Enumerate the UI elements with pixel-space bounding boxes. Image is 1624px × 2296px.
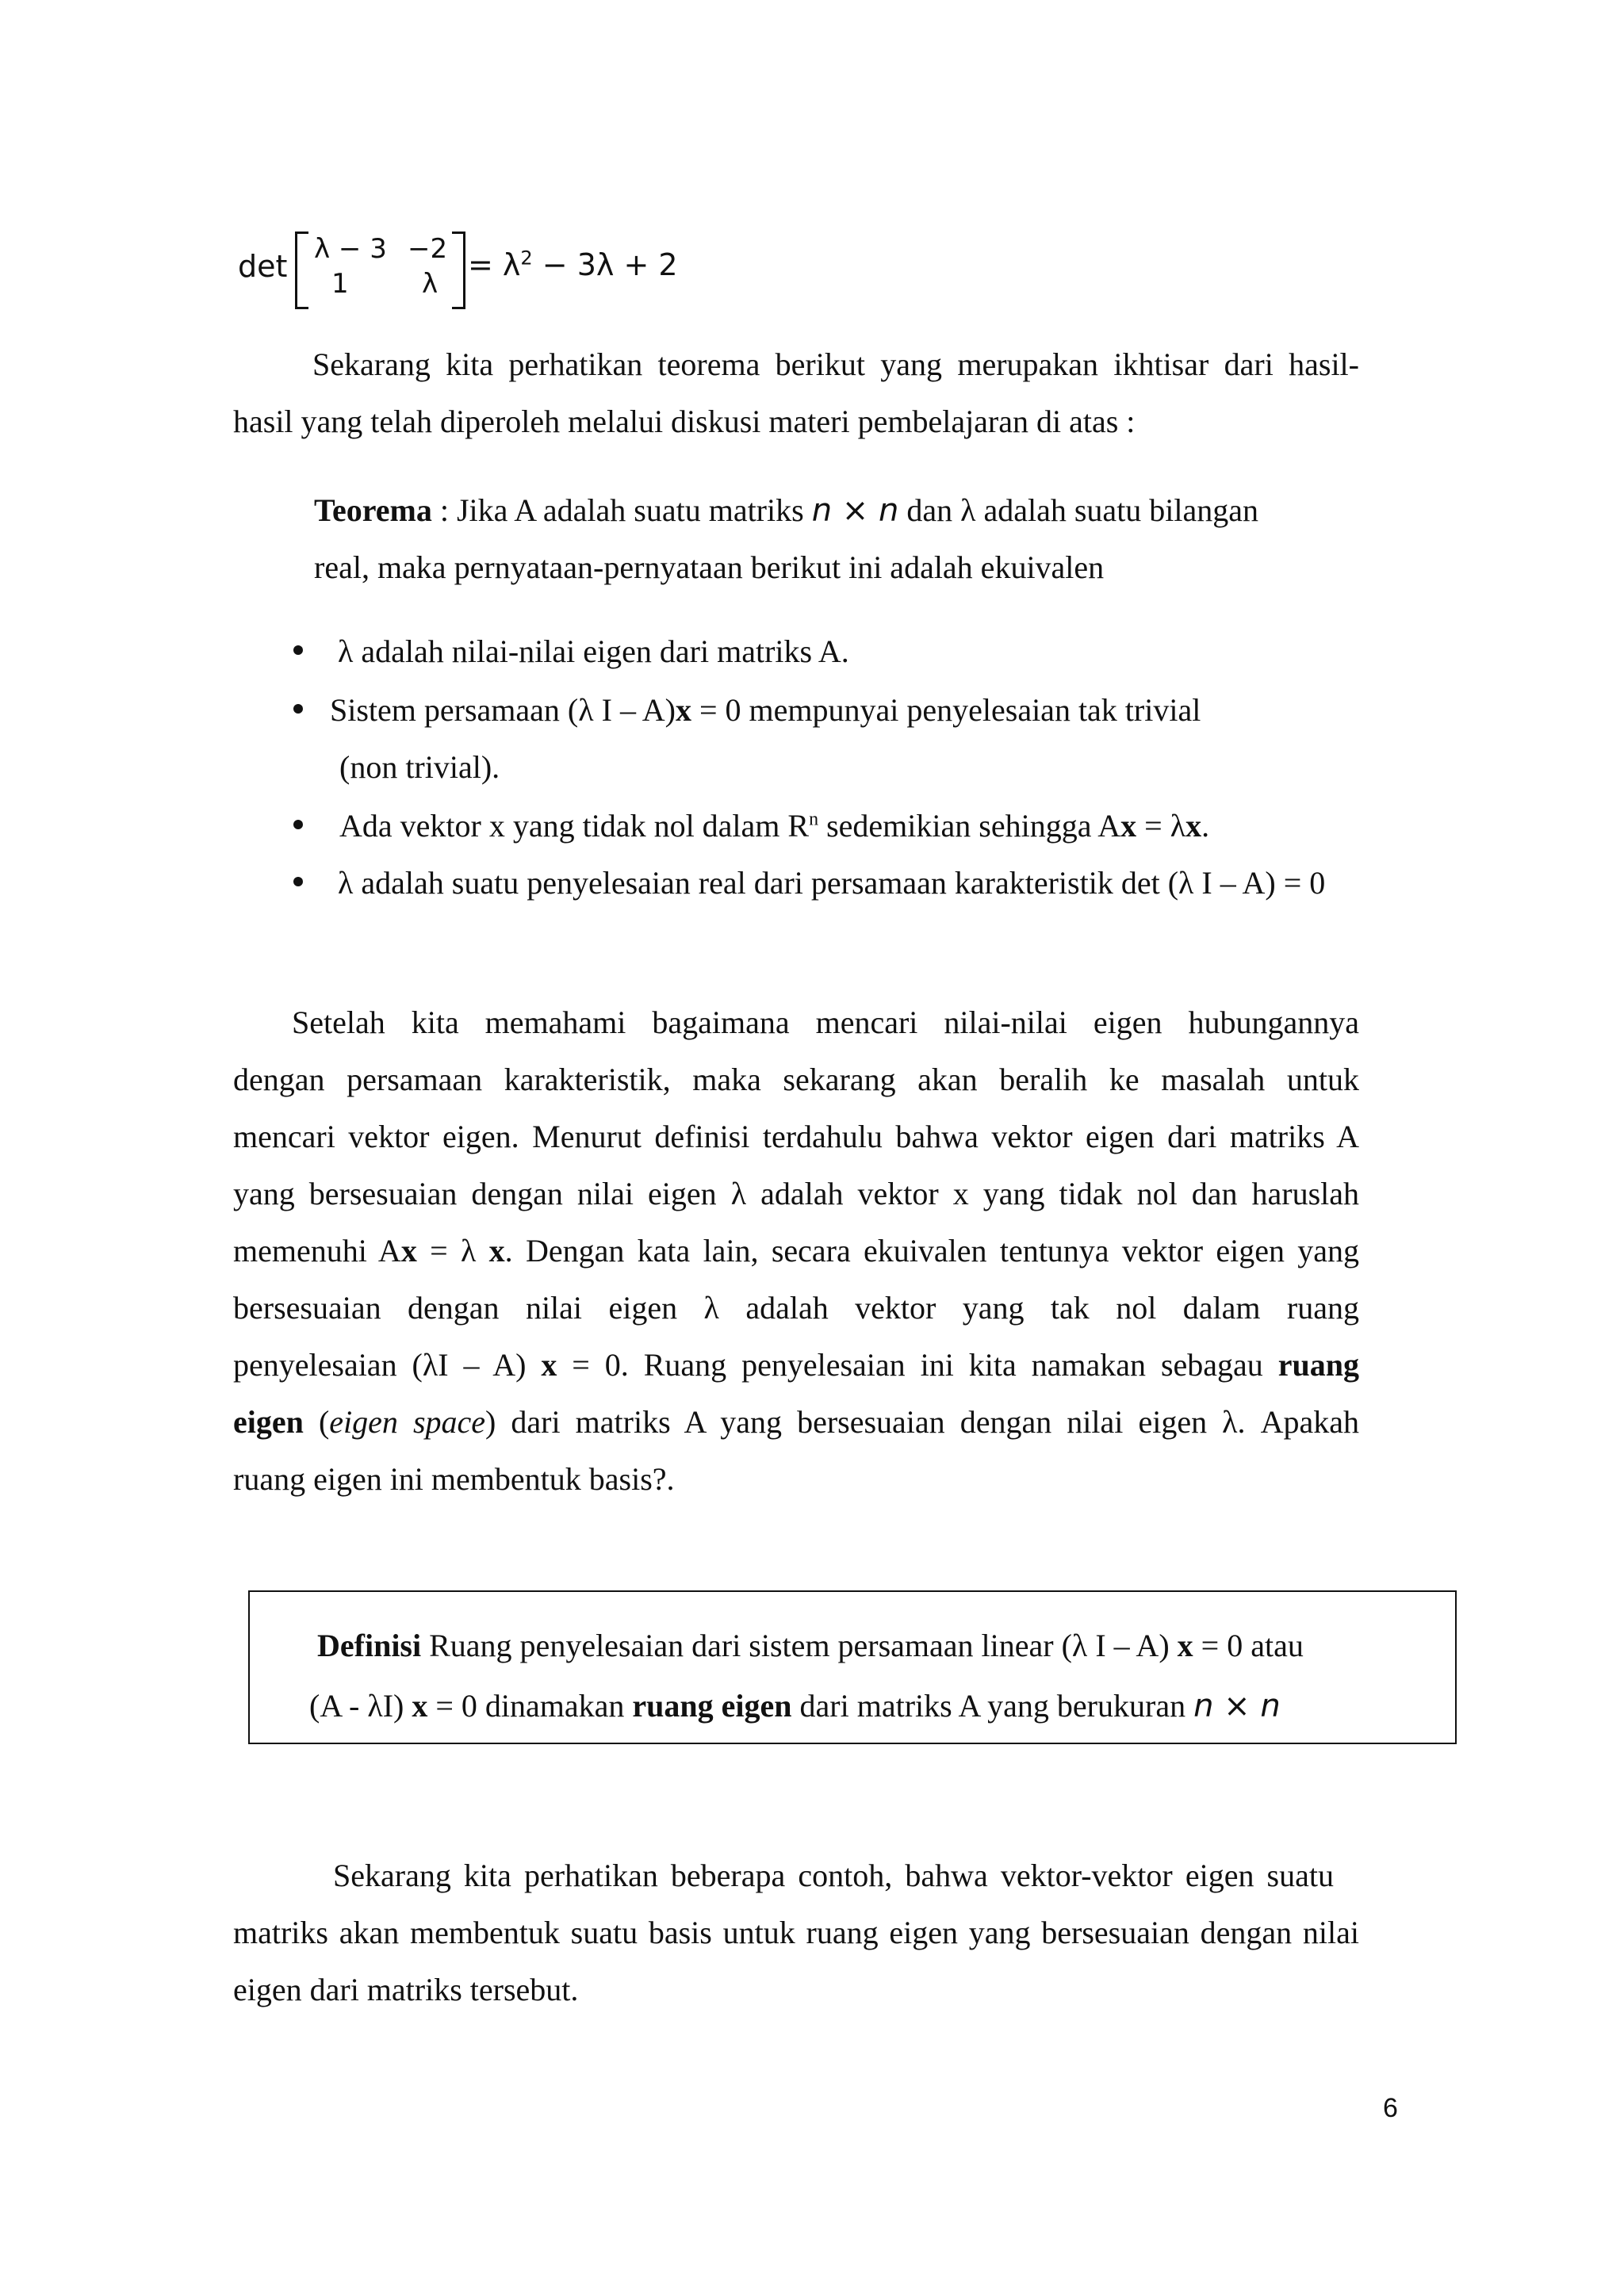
matrix-cell-11: λ − 3 [314, 233, 387, 265]
bullet-item-2-continuation: (non trivial). [339, 749, 500, 785]
bullet-dot [293, 877, 303, 886]
bullet-dot [293, 820, 303, 829]
intro-line-2: hasil yang telah diperoleh melalui diskusi materi pembelajaran di atas : [233, 404, 1136, 439]
body-line-3: mencari vektor eigen. Menurut definisi terdahulu bahwa vektor eigen dari matriks A [233, 1119, 1359, 1154]
det-label: det [238, 249, 288, 284]
matrix-cell-21: 1 [331, 268, 349, 300]
body-line-8: eigen (eigen space) dari matriks A yang bersesuaian dengan nilai eigen λ. Apakah [233, 1404, 1359, 1440]
theorem-label: Teorema [314, 492, 432, 528]
bullet-item-2: Sistem persamaan (λ I – A)x = 0 mempunyai penyelesaian tak trivial [330, 692, 1201, 728]
page-number: 6 [1383, 2093, 1398, 2123]
body-line-5: memenuhi Ax = λ x. Dengan kata lain, secara ekuivalen tentunya vektor eigen yang [233, 1233, 1359, 1269]
bullet-dot [293, 645, 303, 655]
left-bracket [295, 232, 308, 309]
closing-line-1: Sekarang kita perhatikan beberapa contoh, bahwa vektor-vektor eigen suatu [333, 1858, 1334, 1893]
right-bracket [452, 232, 465, 309]
bullet-dot [293, 704, 303, 714]
closing-line-2: matriks akan membentuk suatu basis untuk ruang eigen yang bersesuaian dengan nilai [233, 1915, 1359, 1950]
bullet-item-3: Ada vektor x yang tidak nol dalam $R^n$ sedemikian sehingga Ax = λx. [339, 808, 1210, 844]
body-line-7: penyelesaian (λI – A) x = 0. Ruang penyelesaian ini kita namakan sebagau ruang [233, 1347, 1359, 1383]
closing-line-3: eigen dari matriks tersebut. [233, 1972, 579, 2007]
definition-label: Definisi [317, 1628, 422, 1663]
definition-line-1: Definisi Ruang penyelesaian dari sistem persamaan linear (λ I – A) x = 0 atau [317, 1628, 1304, 1663]
body-line-4: yang bersesuaian dengan nilai eigen λ adalah vektor x yang tidak nol dan haruslah [233, 1176, 1359, 1211]
matrix-cell-22: λ [422, 268, 439, 300]
body-line-9: ruang eigen ini membentuk basis?. [233, 1461, 675, 1497]
bullet-item-1: λ adalah nilai-nilai eigen dari matriks A. [338, 633, 849, 669]
definition-line-2: (A - λI) x = 0 dinamakan ruang eigen dari matriks A yang berukuran n × n [309, 1688, 1281, 1724]
theorem-line-2: real, maka pernyataan-pernyataan berikut ini adalah ekuivalen [314, 549, 1105, 585]
theorem-line-1: Teorema : Jika A adalah suatu matriks n × n dan λ adalah suatu bilangan [314, 492, 1259, 529]
body-line-1: Setelah kita memahami bagaimana mencari nilai-nilai eigen hubungannya [292, 1004, 1359, 1040]
body-line-6: bersesuaian dengan nilai eigen λ adalah vektor yang tak nol dalam ruang [233, 1290, 1359, 1326]
body-line-2: dengan persamaan karakteristik, maka sekarang akan beralih ke masalah untuk [233, 1062, 1359, 1097]
determinant-result: = $\lambda^2 - 3\lambda + 2$ [468, 247, 678, 282]
intro-line-1: Sekarang kita perhatikan teorema berikut yang merupakan ikhtisar dari hasil- [312, 346, 1359, 382]
matrix-cell-12: −2 [408, 233, 448, 265]
bullet-item-4: λ adalah suatu penyelesaian real dari persamaan karakteristik det (λ I – A) = 0 [338, 865, 1326, 901]
